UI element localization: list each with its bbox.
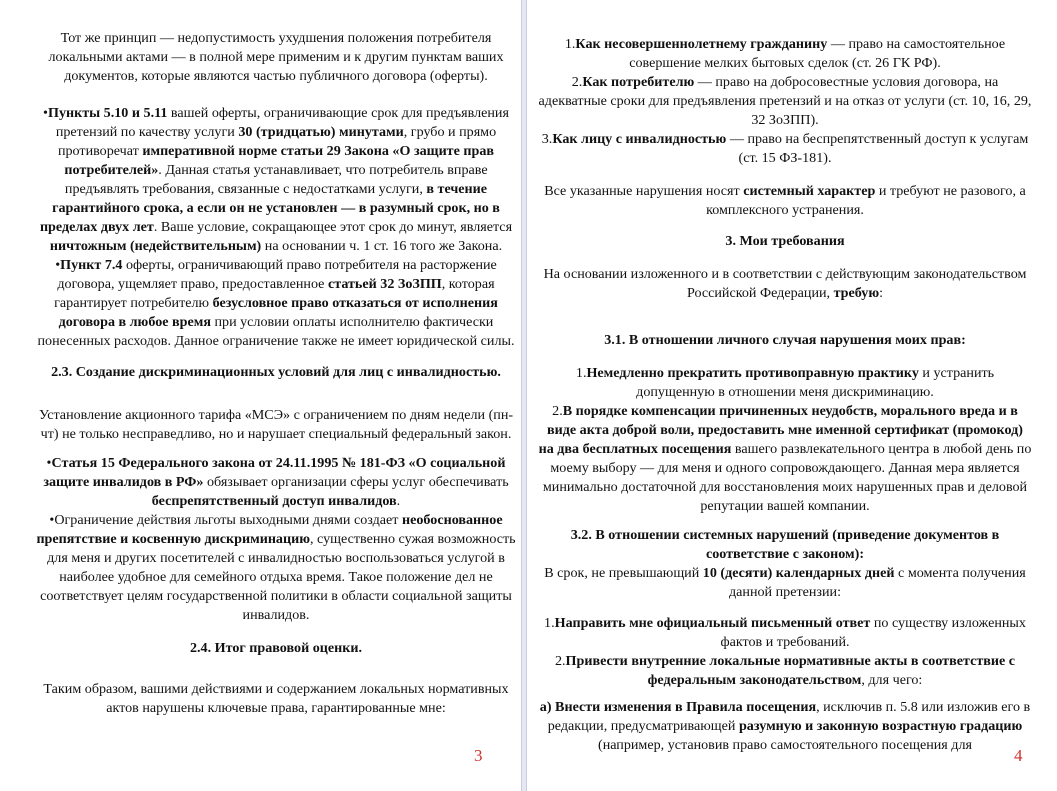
rights-list-item-2: 2.Как потребителю — право на добросовестные условия договора, на адекватные сроки для предъявления претензий и на отказ от услуги (ст. 10, 16, 29, 32 ЗоЗПП). (538, 74, 1032, 128)
heading-3-1: 3.1. В отношении личного случая нарушения моих прав: (604, 332, 966, 348)
requirement-2: 2.В порядке компенсации причиненных неудобств, морального вреда и в виде акта доброй воли, предоставить мне именной сертификат (промокод) на два бесплатных посещения вашего развлекательного центра в любой день по моему выбору — для меня и одного сопровождающего. Данная мера является минимально достаточной для восстановления моих нарушенных прав и деловой репутации вашей компании. (538, 403, 1032, 514)
item-points-5-10-5-11: •Пункты 5.10 и 5.11 вашей оферты, ограничивающие срок для предъявления претензий по качеству услуги 30 (тридцатью) минутами, грубо и прямо противоречат императивной норме статьи 29 Закона «О защите прав потребителей». Данная статья устанавливает, что потребитель вправе предъявлять требования, связанные с недостатками услуги, в течение гарантийного срока, а если он не установлен — в разумный срок, но в пределах двух лет. Ваше условие, сокращающее этот срок до минут, является ничтожным (недействительным) на основании ч. 1 ст. 16 того же Закона. (39, 105, 513, 254)
item-article-15: •Статья 15 Федерального закона от 24.11.1995 № 181-ФЗ «О социальной защите инвалидов в РФ» обязывает организации сферы услуг обеспечивать беспрепятственный доступ инвалидов. (43, 455, 509, 509)
right-page-content (538, 35, 1032, 755)
heading-2-3: 2.3. Создание дискриминационных условий для лиц с инвалидностью. (51, 364, 501, 380)
left-page-content (36, 29, 516, 718)
rights-list-item-3: 3.Как лицу с инвалидностью — право на беспрепятственный доступ к услугам (ст. 15 ФЗ-181). (541, 131, 1029, 166)
heading-2-4: 2.4. Итог правовой оценки. (189, 640, 363, 656)
subitem-a: а) Внести изменения в Правила посещения, исключив п. 5.8 или изложив его в редакции, предусматривающей разумную и законную возрастную градацию (например, установив право самостоятельного посещения для (539, 699, 1031, 753)
heading-3-2: 3.2. В отношении системных нарушений (приведение документов в соответствие с законом): (570, 527, 1000, 562)
rights-list-item-1: 1.Как несовершеннолетнему гражданину — право на самостоятельное совершение мелких бытовых сделок (ст. 26 ГК РФ). (564, 36, 1006, 71)
requirement-bring-acts: 2.Привести внутренние локальные нормативные акты в соответствие с федеральным законодательством, для чего: (554, 653, 1016, 688)
requirement-official-response: 1.Направить мне официальный письменный ответ по существу изложенных фактов и требований. (544, 615, 1026, 650)
intro-paragraph: Тот же принцип — недопустимость ухудшения положения потребителя локальными актами — в полной мере применим и к другим пунктам ваших документов, которые являются частью публичного договора (оферты). (48, 30, 504, 84)
page-number-left: 3 (474, 746, 483, 765)
paragraph-2-4: Таким образом, вашими действиями и содержанием локальных нормативных актов нарушены ключевые права, гарантированные мне: (43, 681, 509, 716)
deadline-paragraph: В срок, не превышающий 10 (десяти) календарных дней с момента получения данной претензии: (544, 565, 1026, 600)
systemic-paragraph: Все указанные нарушения носят системный характер и требуют не разового, а комплексного устранения. (544, 183, 1026, 218)
paragraph-2-3: Установление акционного тарифа «МСЭ» с ограничением по дням недели (пн-чт) не только несправедливо, но и нарушает специальный федеральный закон. (38, 407, 514, 442)
item-weekend-restriction: •Ограничение действия льготы выходными днями создает необоснованное препятствие и косвенную дискриминацию, существенно сужая возможность для меня и других посетителей с инвалидностью воспользоваться услугой в наиболее удобное для семейного отдыха время. Такое положение дел не соответствует целям государственной политики в области социальной защиты инвалидов. (36, 512, 516, 623)
item-point-7-4: •Пункт 7.4 оферты, ограничивающий право потребителя на расторжение договора, ущемляет право, предоставленное статьей 32 ЗоЗПП, которая гарантирует потребителю безусловное право отказаться от исполнения договора в любое время при условии оплаты исполнителю фактически понесенных расходов. Данное ограничение также не имеет юридической силы. (37, 257, 515, 349)
requirement-1: 1.Немедленно прекратить противоправную практику и устранить допущенную в отношении меня дискриминацию. (575, 365, 995, 400)
page-number-right: 4 (1014, 746, 1023, 765)
heading-3: 3. Мои требования (725, 233, 845, 249)
basis-paragraph: На основании изложенного и в соответствии с действующим законодательством Российской Федерации, требую: (543, 266, 1027, 301)
